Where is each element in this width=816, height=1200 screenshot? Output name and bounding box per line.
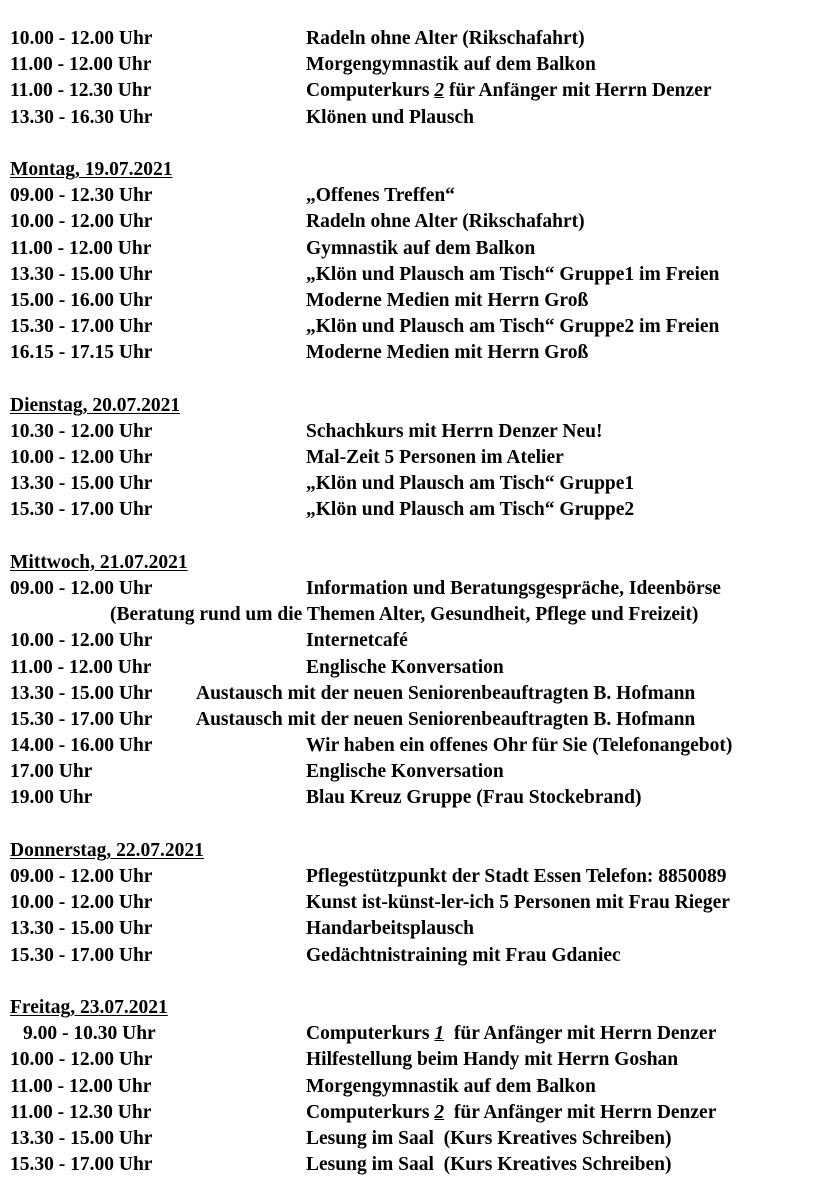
- row-time: 11.00 - 12.00 Uhr: [10, 237, 152, 259]
- schedule-row: [10, 1021, 810, 1047]
- schedule-row: [10, 105, 810, 131]
- row-time: 15.30 - 17.00 Uhr: [10, 499, 153, 521]
- day-date: Montag, 19.07.2021: [10, 158, 173, 180]
- schedule-row: [10, 1152, 810, 1178]
- row-activity: Lesung im Saal (Kurs Kreatives Schreiben): [306, 1127, 672, 1149]
- spacer: [10, 524, 810, 550]
- row-activity: Austausch mit der neuen Seniorenbeauftragten B. Hofmann: [196, 682, 696, 704]
- schedule-row: [10, 576, 810, 602]
- row-activity: Lesung im Saal (Kurs Kreatives Schreiben): [306, 1154, 672, 1176]
- row-time: 14.00 - 16.00 Uhr: [10, 735, 153, 757]
- row-time: 11.00 - 12.00 Uhr: [10, 656, 152, 678]
- schedule-row: [10, 52, 810, 78]
- schedule-row: [10, 655, 810, 681]
- row-activity: Wir haben ein offenes Ohr für Sie (Telefonangebot): [306, 735, 733, 757]
- row-time: 09.00 - 12.00 Uhr: [10, 577, 153, 599]
- row-time: 10.30 - 12.00 Uhr: [10, 420, 153, 442]
- day-heading-wednesday: [10, 550, 810, 576]
- course-number: 2: [434, 1101, 445, 1123]
- day-date: Dienstag, 20.07.2021: [10, 394, 181, 416]
- schedule-row: [10, 785, 810, 811]
- spacer: [10, 366, 810, 392]
- schedule-row: [10, 628, 810, 654]
- row-time: 13.30 - 15.00 Uhr: [10, 473, 153, 495]
- row-activity: „Klön und Plausch am Tisch“ Gruppe2: [306, 499, 635, 521]
- row-time: 15.30 - 17.00 Uhr: [10, 1154, 153, 1176]
- activity-text: für Anfänger mit Herrn Denzer: [444, 1023, 717, 1045]
- course-number: 2: [434, 80, 445, 102]
- schedule-row: [10, 183, 810, 209]
- row-activity: [306, 78, 712, 104]
- row-time: 15.30 - 17.00 Uhr: [10, 316, 153, 338]
- schedule-row: [10, 1100, 810, 1126]
- row-time: 9.00 - 10.30 Uhr: [23, 1023, 156, 1045]
- row-time: 15.30 - 17.00 Uhr: [10, 944, 153, 966]
- row-activity: Radeln ohne Alter (Rikschafahrt): [306, 211, 585, 233]
- course-number: 1: [434, 1023, 445, 1045]
- row-activity: Englische Konversation: [306, 656, 504, 678]
- row-time: 15.00 - 16.00 Uhr: [10, 289, 153, 311]
- row-activity: Radeln ohne Alter (Rikschafahrt): [306, 28, 585, 49]
- day-heading-thursday: [10, 838, 810, 864]
- row-activity: Morgengymnastik auf dem Balkon: [306, 1075, 596, 1097]
- schedule-row: [10, 209, 810, 235]
- row-activity: [306, 1100, 716, 1126]
- schedule-document: [10, 26, 810, 1178]
- row-activity: Handarbeitsplausch: [306, 918, 474, 940]
- row-activity: Kunst ist-künst-ler-ich 5 Personen mit Frau Rieger: [306, 892, 730, 914]
- schedule-row: [10, 733, 810, 759]
- schedule-row: [10, 419, 810, 445]
- row-time: 10.00 - 12.00 Uhr: [10, 28, 153, 49]
- row-activity: Internetcafé: [306, 630, 408, 652]
- schedule-row: [10, 759, 810, 785]
- schedule-row: [10, 1074, 810, 1100]
- schedule-row: [10, 681, 810, 707]
- schedule-row: [10, 26, 810, 52]
- row-time: 15.30 - 17.00 Uhr: [10, 708, 153, 730]
- row-activity: Moderne Medien mit Herrn Groß: [306, 289, 589, 311]
- row-activity: Moderne Medien mit Herrn Groß: [306, 342, 589, 364]
- row-activity: Gedächtnistraining mit Frau Gdaniec: [306, 944, 621, 966]
- activity-text: für Anfänger mit Herrn Denzer: [444, 80, 712, 102]
- schedule-row: [10, 1126, 810, 1152]
- day-heading-friday: [10, 995, 810, 1021]
- row-time: 13.30 - 15.00 Uhr: [10, 1127, 153, 1149]
- row-time: 11.00 - 12.00 Uhr: [10, 54, 152, 76]
- spacer: [10, 969, 810, 995]
- row-time: 10.00 - 12.00 Uhr: [10, 447, 153, 468]
- row-activity: Klönen und Plausch: [306, 106, 474, 128]
- row-time: 11.00 - 12.30 Uhr: [10, 80, 152, 102]
- row-time: 11.00 - 12.30 Uhr: [10, 1101, 152, 1123]
- row-activity: Blau Kreuz Gruppe (Frau Stockebrand): [306, 787, 642, 809]
- row-activity: Englische Konversation: [306, 761, 504, 783]
- day-heading-tuesday: [10, 393, 810, 419]
- row-activity: Schachkurs mit Herrn Denzer Neu!: [306, 420, 603, 442]
- row-time: 10.00 - 12.00 Uhr: [10, 892, 153, 914]
- row-activity: „Offenes Treffen“: [306, 185, 455, 207]
- row-activity: Gymnastik auf dem Balkon: [306, 237, 536, 259]
- activity-text: Computerkurs: [306, 1101, 435, 1123]
- schedule-row: [10, 262, 810, 288]
- activity-text: Computerkurs: [306, 80, 435, 102]
- row-activity: Pflegestützpunkt der Stadt Essen Telefon: 8850089: [306, 866, 727, 887]
- activity-text: Computerkurs: [306, 1023, 435, 1045]
- row-activity: Morgengymnastik auf dem Balkon: [306, 54, 596, 76]
- row-activity: Austausch mit der neuen Seniorenbeauftragten B. Hofmann: [196, 708, 696, 730]
- schedule-row: [10, 471, 810, 497]
- row-time: 13.30 - 15.00 Uhr: [10, 263, 153, 285]
- row-time: 16.15 - 17.15 Uhr: [10, 342, 153, 364]
- schedule-row: [10, 445, 810, 471]
- row-activity: Mal-Zeit 5 Personen im Atelier: [306, 447, 564, 468]
- spacer: [10, 131, 810, 157]
- schedule-row: [10, 1047, 810, 1073]
- day-date: Freitag, 23.07.2021: [10, 996, 168, 1018]
- row-time: 10.00 - 12.00 Uhr: [10, 630, 153, 652]
- row-note: (Beratung rund um die Themen Alter, Gesundheit, Pflege und Freizeit): [110, 604, 699, 626]
- schedule-row: [10, 497, 810, 523]
- row-time: 09.00 - 12.30 Uhr: [10, 185, 153, 207]
- schedule-row: [10, 707, 810, 733]
- row-time: 10.00 - 12.00 Uhr: [10, 211, 153, 233]
- row-activity: Hilfestellung beim Handy mit Herrn Goshan: [306, 1049, 679, 1071]
- schedule-row: [10, 864, 810, 890]
- schedule-row: [10, 236, 810, 262]
- day-date: Donnerstag, 22.07.2021: [10, 839, 204, 861]
- row-activity: „Klön und Plausch am Tisch“ Gruppe2 im Freien: [306, 316, 720, 338]
- schedule-row: [10, 890, 810, 916]
- row-time: 17.00 Uhr: [10, 761, 93, 783]
- schedule-row: [10, 916, 810, 942]
- row-activity: „Klön und Plausch am Tisch“ Gruppe1: [306, 473, 635, 495]
- schedule-row: [10, 943, 810, 969]
- activity-text: für Anfänger mit Herrn Denzer: [444, 1101, 717, 1123]
- row-time: 10.00 - 12.00 Uhr: [10, 1049, 153, 1071]
- spacer: [10, 812, 810, 838]
- row-time: 11.00 - 12.00 Uhr: [10, 1075, 152, 1097]
- schedule-row: [10, 78, 810, 104]
- row-activity: [306, 1021, 716, 1047]
- row-time: 13.30 - 15.00 Uhr: [10, 682, 153, 704]
- schedule-row: [10, 314, 810, 340]
- schedule-row-note: [10, 602, 810, 628]
- day-date: Mittwoch, 21.07.2021: [10, 551, 188, 573]
- row-time: 19.00 Uhr: [10, 787, 93, 809]
- day-heading-monday: [10, 157, 810, 183]
- row-activity: „Klön und Plausch am Tisch“ Gruppe1 im Freien: [306, 263, 720, 285]
- row-time: 09.00 - 12.00 Uhr: [10, 866, 153, 887]
- row-activity: Information und Beratungsgespräche, Ideenbörse: [306, 577, 721, 599]
- schedule-row: [10, 288, 810, 314]
- row-time: 13.30 - 16.30 Uhr: [10, 106, 153, 128]
- schedule-row: [10, 340, 810, 366]
- row-time: 13.30 - 15.00 Uhr: [10, 918, 153, 940]
